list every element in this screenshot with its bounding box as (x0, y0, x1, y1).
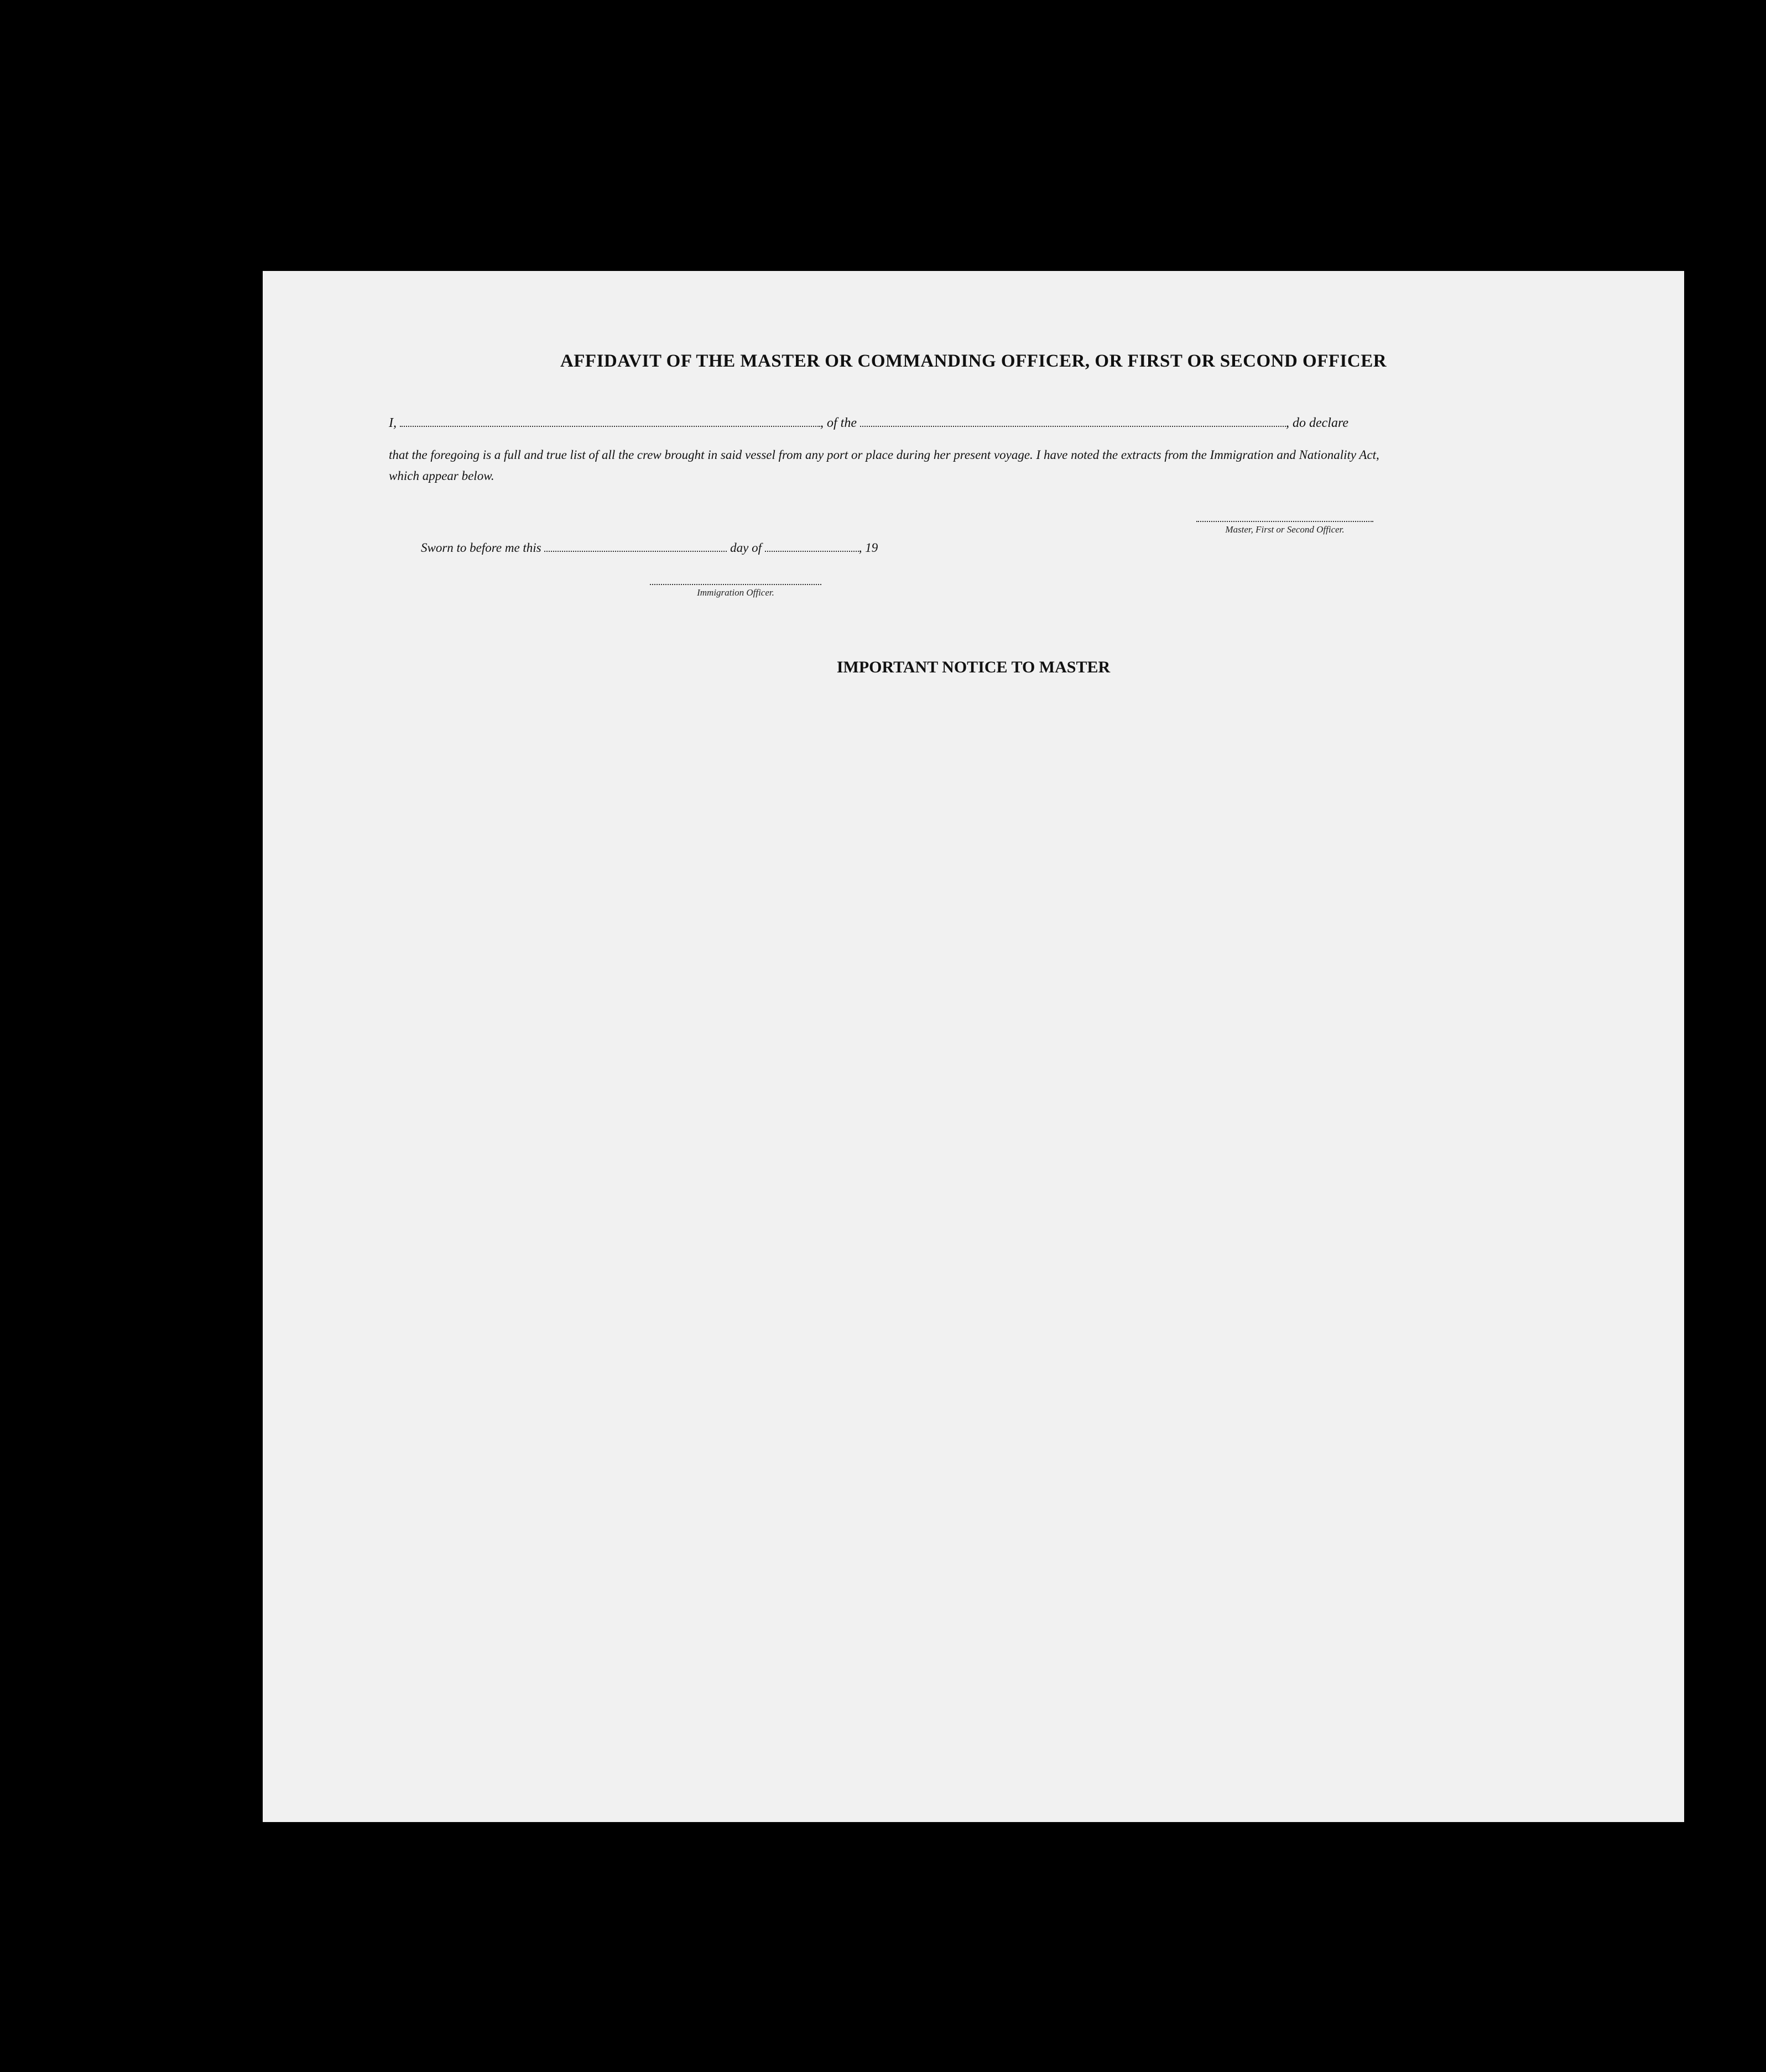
officer-name-blank (400, 416, 820, 427)
declare-suffix: , do declare (1286, 416, 1349, 430)
declaration-text: that the foregoing is a full and true list of all the crew brought in said vessel from any port or place during her present voyage. I have noted the extracts from the Immigration and Nationality Act, which appear below. (389, 448, 1379, 483)
month-blank (765, 541, 859, 552)
declare-of-the: , of the (820, 416, 857, 430)
notice-title: IMPORTANT NOTICE TO MASTER (836, 658, 1111, 676)
sworn-end: , 19 (858, 541, 878, 555)
sworn-line (421, 541, 878, 555)
declare-line (389, 416, 1348, 431)
sworn-middle: day of (730, 541, 762, 555)
document-page (263, 271, 1684, 1822)
vessel-name-blank (860, 416, 1286, 427)
affidavit-title: AFFIDAVIT OF THE MASTER OR COMMANDING OFFICER, OR FIRST OR SECOND OFFICER (560, 351, 1387, 371)
sworn-start: Sworn to before me this (421, 541, 541, 555)
immigration-officer-label: Immigration Officer. (650, 584, 821, 598)
declare-prefix: I, (389, 416, 397, 430)
day-blank (544, 541, 727, 552)
master-signature-label: Master, First or Second Officer. (1196, 521, 1373, 535)
